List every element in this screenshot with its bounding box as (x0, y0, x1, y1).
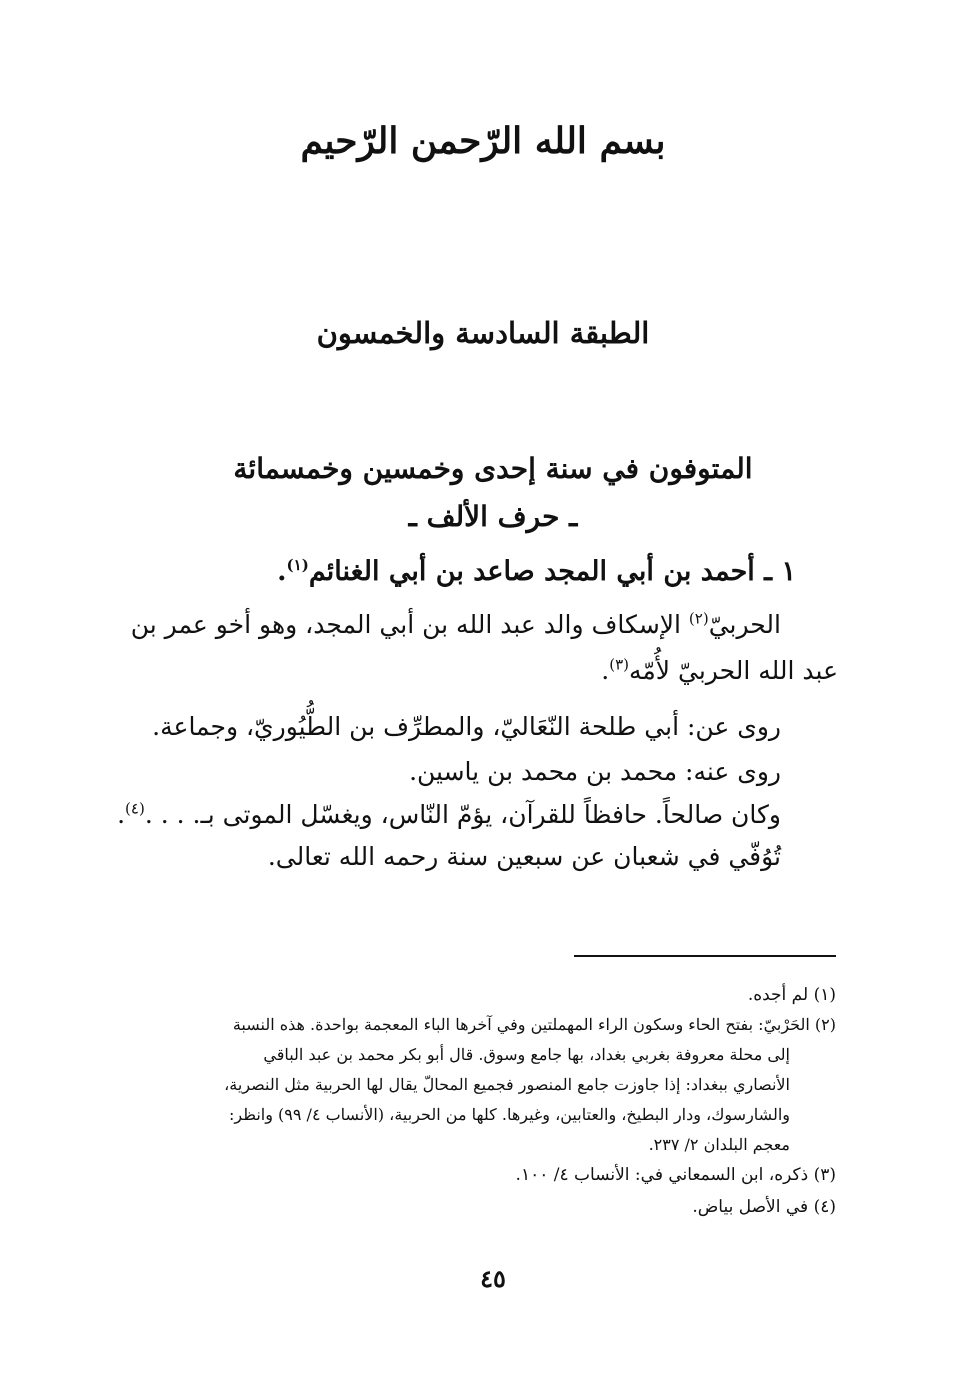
footnote-2-line-4: والشارسوك، ودار البطيخ، والعتابين، وغيرها. كلها من الحربية، (الأنساب ٤/ ٩٩) وانظر: (228, 1105, 790, 1124)
entry-title-text: ١ ـ أحمد بن أبي المجد صاعد بن أبي الغنائم (308, 556, 796, 587)
basmala-heading: بسم الله الرّحمن الرّحيم (300, 120, 666, 162)
description-line (117, 800, 781, 829)
footnote-ref-2: (٢) (688, 609, 709, 628)
narrated-by-line: روى عنه: محمد بن محمد بن ياسين. (409, 757, 781, 786)
tabaqa-heading: الطبقة السادسة والخمسون (316, 316, 650, 350)
year-heading: المتوفون في سنة إحدى وخمسين وخمسمائة (233, 452, 753, 485)
entry-line-1-start: الحربيّ (708, 610, 781, 639)
description-end: . (117, 800, 126, 829)
narrated-from-line: روى عن: أبي طلحة النّعَاليّ، والمطرِّف بن الطُّيُوريّ، وجماعة. (152, 712, 781, 741)
letter-heading: ـ حرف الألف ـ (408, 500, 578, 533)
footnote-3: (٣) ذكره، ابن السمعاني في: الأنساب ٤/ ١٠٠. (515, 1165, 836, 1185)
footnote-4: (٤) في الأصل بياض. (692, 1197, 836, 1217)
footnote-ref-3: (٣) (609, 655, 629, 674)
footnote-ref-1: (١) (286, 556, 309, 574)
description-text: وكان صالحاً. حافظاً للقرآن، يؤمّ النّاس، ويغسّل الموتى بـ. . . . (144, 800, 781, 829)
footnote-ref-4: (٤) (125, 799, 145, 818)
entry-title-end: . (277, 556, 287, 587)
entry-title (277, 556, 796, 587)
footnote-2-line-5: معجم البلدان ٢/ ٢٣٧. (648, 1135, 790, 1154)
death-line: تُوُفّي في شعبان عن سبعين سنة رحمه الله تعالى. (267, 842, 781, 871)
entry-line-2 (601, 656, 838, 685)
footnote-1: (١) لم أجده. (747, 985, 836, 1005)
footnote-2-line-2: إلى محلة معروفة بغربي بغداد، بها جامع وسوق. قال أبو بكر محمد بن عبد الباقي (263, 1045, 790, 1064)
footnote-separator (574, 955, 836, 957)
entry-line-1 (125, 610, 781, 639)
entry-line-2-text: عبد الله الحربيّ لأُمّه (628, 656, 838, 685)
footnote-2-line-3: الأنصاري ببغداد: إذا جاوزت جامع المنصور فجميع المحالّ يقال لها الحربية مثل النصرية، (224, 1075, 790, 1094)
entry-line-2-end: . (601, 656, 610, 685)
footnote-2-line-1: (٢) الحَرْبيّ: بفتح الحاء وسكون الراء المهملتين وفي آخرها الباء المعجمة بواحدة. هذه النسبة (232, 1015, 836, 1034)
page-number: ٤٥ (480, 1264, 506, 1293)
entry-line-1-rest: الإسكاف والد عبد الله بن أبي المجد، وهو أخو عمر بن (130, 610, 689, 639)
